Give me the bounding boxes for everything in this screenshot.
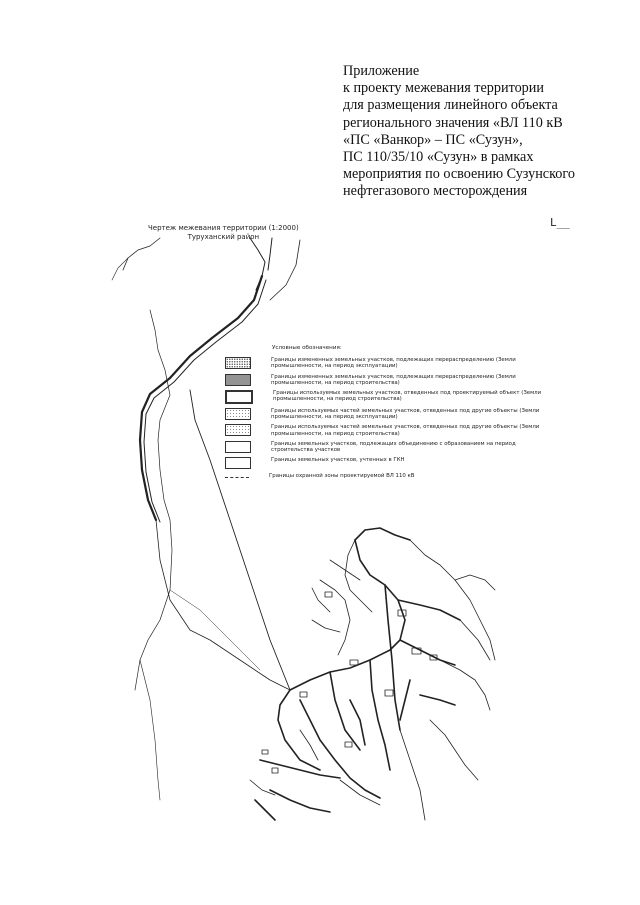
swatch-light-icon [225, 424, 251, 436]
legend-item [225, 357, 560, 369]
map-title: Чертеж межевания территории (1:2000) [148, 224, 299, 232]
legend-item [225, 408, 560, 420]
map-subtitle: Туруханский район [187, 233, 260, 241]
map-title-block [148, 224, 299, 242]
legend-item [225, 473, 560, 479]
legend-item-label: Границы измененных земельных участков, подлежащих перераспределению (Земли промышленности, на период эксплуатации) [271, 357, 516, 370]
legend-title: Условные обозначения: [272, 345, 342, 351]
header-line: к проекту межевания территории [343, 80, 544, 97]
legend-item-label: Границы используемых частей земельных участков, отведенных под другие объекты (Земли промышленности, на период строительства) [271, 424, 540, 437]
corner-mark: L__ [550, 216, 570, 229]
legend-item [225, 424, 560, 436]
legend-item [225, 390, 560, 404]
network-cluster [255, 528, 460, 820]
header-line: регионального значения «ВЛ 110 кВ [343, 114, 563, 131]
map-line-top [250, 238, 265, 290]
header-line: «ПС «Ванкор» – ПС «Сузун», [343, 131, 523, 148]
header-line: мероприятия по освоению Сузунского [343, 166, 575, 183]
legend-item [225, 457, 560, 469]
legend-item-label: Границы используемых земельных участков, отведенных под проектируемый объект (Земли промышленности, на период строительства) [273, 390, 542, 403]
swatch-dotted-icon [225, 357, 251, 369]
legend-item [225, 374, 560, 386]
dashed-line-icon [225, 477, 249, 479]
map-line-tl [123, 238, 160, 270]
map-line-thin-south [170, 590, 260, 670]
map-line-tl-2 [112, 258, 128, 280]
map-legend [225, 345, 560, 483]
map-line-right [270, 240, 300, 300]
legend-item [225, 441, 560, 453]
map-line-top-2 [268, 238, 272, 270]
map-line-west [135, 310, 172, 690]
header-line: нефтегазового месторождения [343, 183, 528, 200]
legend-item-label: Границы используемых частей земельных участков, отведенных под другие объекты (Земли промышленности, на период эксплуатации) [271, 408, 540, 421]
swatch-dense-icon [225, 374, 251, 386]
header-line: ПС 110/35/10 «Сузун» в рамках [343, 149, 534, 166]
legend-item-label: Границы охранной зоны проектируемой ВЛ 110 кВ [269, 473, 415, 480]
header-line: Приложение [343, 63, 420, 79]
legend-item-label: Границы земельных участков, учтенных в ГКН [271, 457, 405, 464]
swatch-heavy-icon [225, 390, 253, 404]
swatch-light-icon [225, 408, 251, 420]
map-line-west-2 [156, 520, 290, 690]
legend-item-label: Границы измененных земельных участков, подлежащих перераспределению (Земли промышленности, на период строительства) [271, 373, 516, 386]
network-thin [250, 540, 495, 820]
swatch-plain-icon [225, 457, 251, 469]
map-line-southwest [140, 660, 160, 800]
legend-item-label: Границы земельных участков, подлежащих объединению с образованием на период строительства участков [271, 440, 516, 454]
header-line: для размещения линейного объекта [343, 97, 558, 114]
swatch-plain-icon [225, 441, 251, 453]
